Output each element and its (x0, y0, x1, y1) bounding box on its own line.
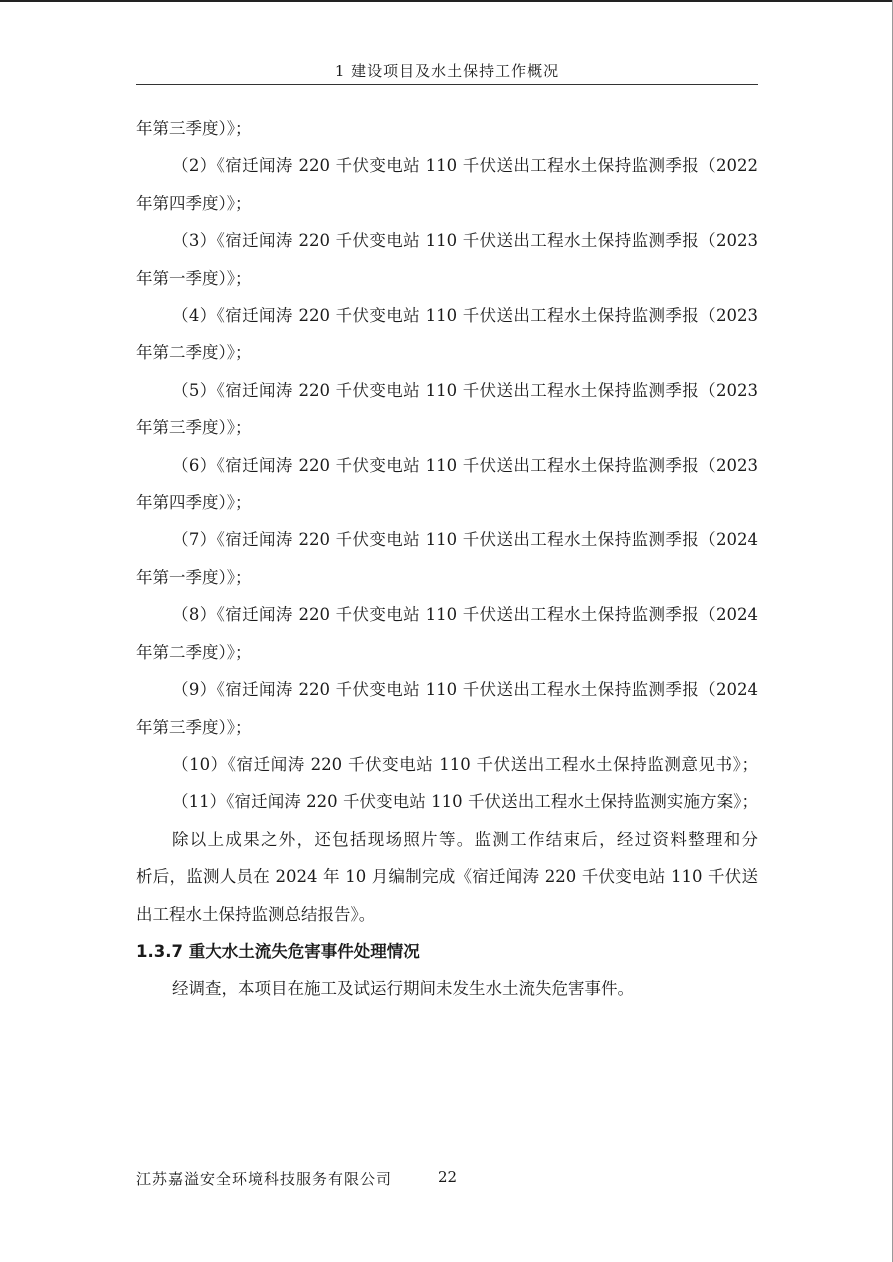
list-item-continuation: 年第二季度）》； (136, 343, 252, 363)
list-item: （4）《宿迁闻涛 220 千伏变电站 110 千伏送出工程水土保持监测季报（2023 (172, 306, 758, 326)
list-item: （7）《宿迁闻涛 220 千伏变电站 110 千伏送出工程水土保持监测季报（2024 (172, 530, 758, 550)
paragraph-line: 出工程水土保持监测总结报告》。 (136, 904, 376, 924)
list-item-continuation: 年第一季度）》； (136, 567, 252, 587)
list-item-continuation: 年第四季度）》； (136, 493, 252, 513)
list-item: （6）《宿迁闻涛 220 千伏变电站 110 千伏送出工程水土保持监测季报（2023 (172, 455, 758, 475)
list-item-continuation: 年第一季度）》； (136, 268, 252, 288)
footer-company: 江苏嘉溢安全环境科技服务有限公司 (136, 1170, 393, 1188)
section-heading: 1.3.7 重大水土流失危害事件处理情况 (136, 941, 420, 961)
list-item: （5）《宿迁闻涛 220 千伏变电站 110 千伏送出工程水土保持监测季报（2023 (172, 380, 758, 400)
list-item: （3）《宿迁闻涛 220 千伏变电站 110 千伏送出工程水土保持监测季报（2023 (172, 231, 758, 251)
list-item: （11）《宿迁闻涛 220 千伏变电站 110 千伏送出工程水土保持监测实施方案》； (172, 792, 758, 812)
page-number: 22 (438, 1168, 458, 1186)
paragraph-line: 除以上成果之外，还包括现场照片等。监测工作结束后，经过资料整理和分 (172, 829, 758, 849)
paragraph-line: 经调查，本项目在施工及试运行期间未发生水土流失危害事件。 (172, 979, 634, 999)
list-item: （8）《宿迁闻涛 220 千伏变电站 110 千伏送出工程水土保持监测季报（2024 (172, 605, 758, 625)
list-item-continuation: 年第三季度）》； (136, 119, 252, 138)
list-item-continuation: 年第二季度）》； (136, 642, 252, 662)
list-item-continuation: 年第三季度）》； (136, 717, 252, 737)
list-item: （10）《宿迁闻涛 220 千伏变电站 110 千伏送出工程水土保持监测意见书》； (172, 754, 758, 774)
document-body (136, 110, 758, 1008)
list-item-continuation: 年第三季度）》； (136, 418, 252, 438)
list-item-continuation: 年第四季度）》； (136, 193, 252, 213)
list-item: （2）《宿迁闻涛 220 千伏变电站 110 千伏送出工程水土保持监测季报（2022 (172, 156, 758, 176)
list-item: （9）《宿迁闻涛 220 千伏变电站 110 千伏送出工程水土保持监测季报（2024 (172, 680, 758, 700)
page-top-edge (0, 0, 893, 2)
header-rule (136, 84, 758, 85)
paragraph-line: 析后，监测人员在 2024 年 10 月编制完成《宿迁闻涛 220 千伏变电站 110 千伏送 (136, 867, 758, 887)
running-header: 1 建设项目及水土保持工作概况 (334, 62, 560, 80)
